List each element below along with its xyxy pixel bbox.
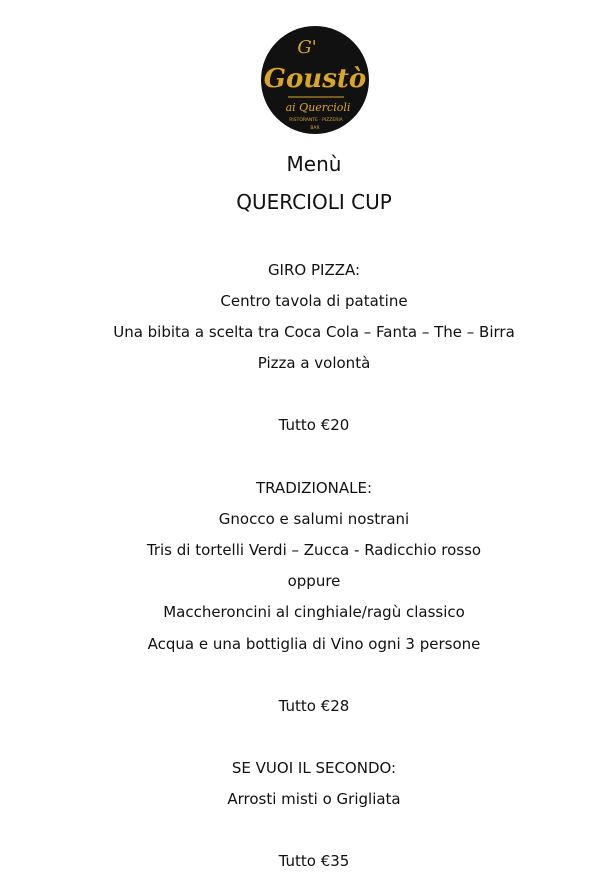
logo-tagline: RISTORANTE · PIZZERIA xyxy=(289,118,343,123)
menu-item: Maccheroncini al cinghiale/ragù classico xyxy=(163,603,465,621)
logo-monogram: G' xyxy=(297,37,317,58)
section-heading-giro-pizza: GIRO PIZZA: xyxy=(267,261,361,279)
price-giro-pizza: Tutto €20 xyxy=(278,416,350,434)
menu-title: Menù xyxy=(286,152,342,176)
restaurant-logo xyxy=(260,25,370,135)
menu-item: Acqua e una bottiglia di Vino ogni 3 persone xyxy=(147,635,481,653)
menu-item: Una bibita a scelta tra Coca Cola – Fanta – The – Birra xyxy=(113,323,515,341)
menu-item: oppure xyxy=(287,572,341,590)
menu-item: Pizza a volontà xyxy=(257,354,371,372)
menu-item: Arrosti misti o Grigliata xyxy=(227,790,401,808)
menu-item: Tris di tortelli Verdi – Zucca - Radicchio rosso xyxy=(146,541,482,559)
price-secondo: Tutto €35 xyxy=(278,852,350,870)
logo-brand: Goustò xyxy=(263,64,367,94)
menu-subtitle: QUERCIOLI CUP xyxy=(236,190,392,214)
price-tradizionale: Tutto €28 xyxy=(278,697,350,715)
logo-subtitle: ai Quercioli xyxy=(285,101,351,114)
logo-tagline-bar: BAR xyxy=(310,126,320,131)
section-heading-tradizionale: TRADIZIONALE: xyxy=(255,479,373,497)
menu-item: Gnocco e salumi nostrani xyxy=(218,510,410,528)
section-heading-secondo: SE VUOI IL SECONDO: xyxy=(231,759,397,777)
logo-seal xyxy=(260,25,370,135)
menu-item: Centro tavola di patatine xyxy=(220,292,408,310)
